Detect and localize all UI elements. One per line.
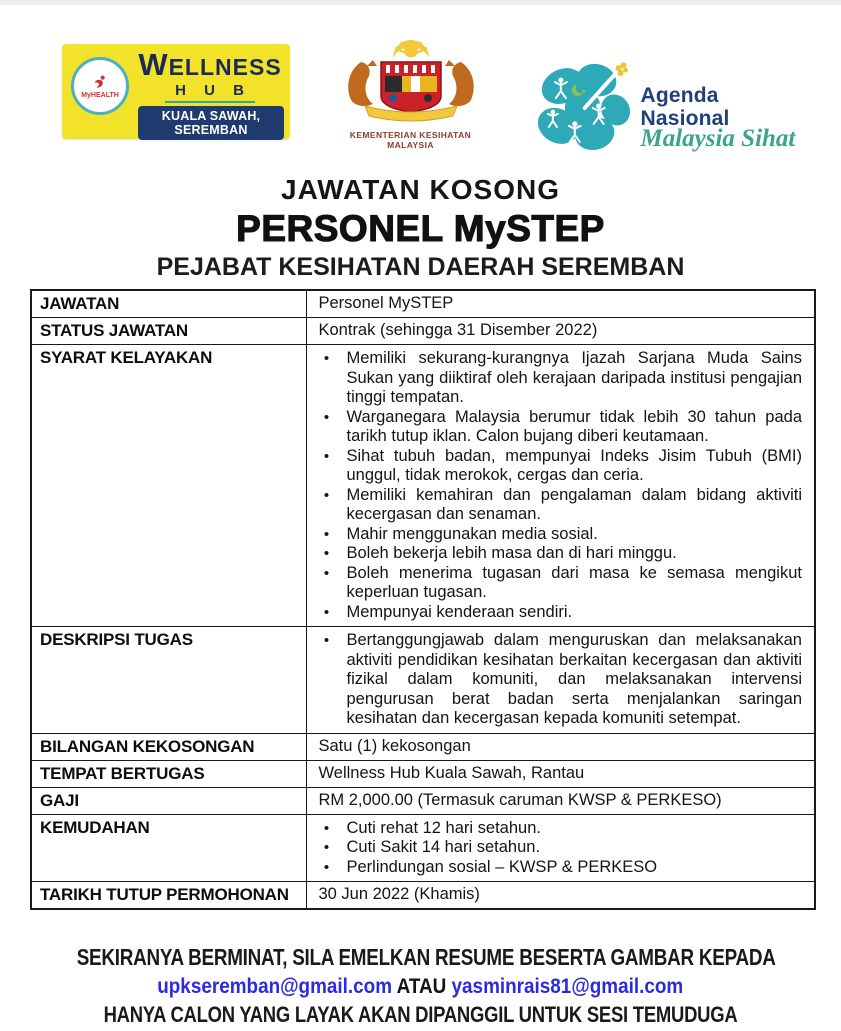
table-row bbox=[31, 760, 815, 787]
myhealth-figure-icon bbox=[91, 74, 109, 92]
bullet-text: Cuti Sakit 14 hari setahun. bbox=[346, 838, 541, 857]
bullet-item bbox=[307, 408, 807, 447]
table-row bbox=[31, 318, 815, 345]
hibiscus-flower-icon bbox=[531, 50, 638, 152]
table-row bbox=[31, 787, 815, 814]
bullet-dot: • bbox=[323, 545, 330, 563]
bullet-text: Perlindungan sosial – KWSP & PERKESO bbox=[346, 857, 658, 876]
bullet-text: Bertanggungjawab dalam menguruskan dan melaksanakan aktiviti pendidikan kesihatan berkaitan kecergasan dan aktiviti fizikal dalam komuniti, dan melaksanakan intervensi pengurusan berat badan serta menjalankan saringan kesihatan dan kecergasan kepada komuniti setempat. bbox=[346, 631, 802, 728]
bullet-text: Boleh bekerja lebih masa dan di hari minggu. bbox=[346, 544, 677, 563]
row-label: TARIKH TUTUP PERMOHONAN bbox=[31, 882, 306, 910]
malaysia-sihat-wordmark: Malaysia Sihat bbox=[640, 125, 796, 152]
bullet-dot: • bbox=[323, 350, 330, 368]
wellness-wordmark: WELLNESS bbox=[138, 47, 282, 82]
myhealth-seal-icon bbox=[71, 57, 129, 115]
agenda-nasional-wordmark: Agenda Nasional bbox=[640, 84, 730, 130]
bullet-item bbox=[307, 631, 807, 729]
row-label: JAWATAN bbox=[31, 290, 306, 318]
bullet-text: Memiliki sekurang-kurangnya Ijazah Sarjana Muda Sains Sukan yang diiktiraf oleh kerajaan daripada institusi pengajian tinggi tempatan. bbox=[346, 349, 802, 407]
bullet-item bbox=[307, 603, 807, 623]
table-row bbox=[31, 733, 815, 760]
bullet-item bbox=[307, 525, 807, 545]
page-title: JAWATAN KOSONG bbox=[281, 174, 560, 205]
bullet-dot: • bbox=[323, 447, 330, 465]
row-value bbox=[306, 627, 815, 734]
row-value bbox=[306, 345, 815, 627]
row-value bbox=[306, 814, 815, 882]
table-row bbox=[31, 814, 815, 882]
bullet-dot: • bbox=[323, 632, 330, 650]
bullet-text: Memiliki kemahiran dan pengalaman dalam bidang aktiviti kecergasan dan senaman. bbox=[346, 485, 802, 524]
row-label: GAJI bbox=[31, 787, 306, 814]
myhealth-label: MyHEALTH bbox=[81, 91, 119, 99]
agenda-nasional-logo bbox=[531, 50, 813, 152]
wellness-location-banner: KUALA SAWAH, SEREMBAN bbox=[138, 106, 284, 140]
bullet-text: Cuti rehat 12 hari setahun. bbox=[346, 818, 541, 837]
bullet-dot: • bbox=[323, 525, 330, 543]
email-link-1[interactable]: upkseremban@gmail.com bbox=[157, 975, 393, 999]
table-row bbox=[31, 345, 815, 627]
bullet-item bbox=[307, 819, 807, 839]
footer-instruction-line: SEKIRANYA BERMINAT, SILA EMELKAN RESUME BESERTA GAMBAR KEPADA bbox=[76, 944, 776, 971]
row-label: SYARAT KELAYAKAN bbox=[31, 345, 306, 627]
table-row bbox=[31, 290, 815, 318]
footer-eligibility-line: HANYA CALON YANG LAYAK AKAN DIPANGGIL UNTUK SESI TEMUDUGA bbox=[103, 1002, 738, 1028]
row-label: DESKRIPSI TUGAS bbox=[31, 627, 306, 734]
table-row bbox=[31, 627, 815, 734]
bullet-dot: • bbox=[323, 564, 330, 582]
bullet-text: Sihat tubuh badan, mempunyai Indeks Jisim Tubuh (BMI) unggul, tidak merokok, cergas dan ceria. bbox=[346, 446, 802, 485]
bullet-item bbox=[307, 564, 807, 603]
row-value: 30 Jun 2022 (Khamis) bbox=[306, 882, 815, 910]
table-row bbox=[31, 882, 815, 910]
bullet-dot: • bbox=[323, 603, 330, 621]
bullet-dot: • bbox=[323, 819, 330, 837]
email-link-2[interactable]: yasminrais81@gmail.com bbox=[451, 975, 684, 999]
row-value: Personel MySTEP bbox=[306, 290, 815, 318]
row-label: KEMUDAHAN bbox=[31, 814, 306, 882]
bullet-dot: • bbox=[323, 839, 330, 857]
wellness-hub-logo bbox=[62, 44, 290, 139]
agenda-logo-text bbox=[640, 84, 813, 150]
footer-email-line bbox=[0, 974, 841, 1002]
bullet-dot: • bbox=[323, 408, 330, 426]
bullet-dot: • bbox=[323, 858, 330, 876]
bullet-text: Mahir menggunakan media sosial. bbox=[346, 524, 598, 543]
bullet-item bbox=[307, 858, 807, 878]
row-value: Wellness Hub Kuala Sawah, Rantau bbox=[306, 760, 815, 787]
bullet-item bbox=[307, 349, 807, 408]
footer-atau-label: ATAU bbox=[396, 975, 447, 999]
hub-wordmark: H U B bbox=[165, 83, 255, 103]
header-logo-row bbox=[0, 0, 841, 152]
footer bbox=[0, 944, 841, 1031]
row-value: RM 2,000.00 (Termasuk caruman KWSP & PERKESO) bbox=[306, 787, 815, 814]
moh-logo bbox=[326, 38, 496, 150]
row-value: Satu (1) kekosongan bbox=[306, 733, 815, 760]
moh-caption: KEMENTERIAN KESIHATAN MALAYSIA bbox=[349, 130, 472, 150]
malaysia-coat-of-arms-icon bbox=[331, 38, 491, 124]
title-block bbox=[0, 174, 841, 281]
position-title: PERSONEL MySTEP bbox=[236, 208, 605, 250]
row-label: BILANGAN KEKOSONGAN bbox=[31, 733, 306, 760]
bullet-item bbox=[307, 447, 807, 486]
wellness-logo-text bbox=[136, 47, 284, 103]
job-details-table bbox=[30, 289, 816, 910]
row-label: TEMPAT BERTUGAS bbox=[31, 760, 306, 787]
row-value: Kontrak (sehingga 31 Disember 2022) bbox=[306, 318, 815, 345]
bullet-text: Warganegara Malaysia berumur tidak lebih 30 tahun pada tarikh tutup iklan. Calon bujang diberi keutamaan. bbox=[346, 407, 802, 446]
bullet-item bbox=[307, 544, 807, 564]
office-title: PEJABAT KESIHATAN DAERAH SEREMBAN bbox=[156, 252, 685, 281]
bullet-item bbox=[307, 838, 807, 858]
bullet-dot: • bbox=[323, 486, 330, 504]
bullet-text: Boleh menerima tugasan dari masa ke semasa mengikut keperluan tugasan. bbox=[346, 563, 802, 602]
bullet-text: Mempunyai kenderaan sendiri. bbox=[346, 602, 573, 621]
bullet-item bbox=[307, 486, 807, 525]
page-top-edge bbox=[0, 0, 841, 5]
row-label: STATUS JAWATAN bbox=[31, 318, 306, 345]
